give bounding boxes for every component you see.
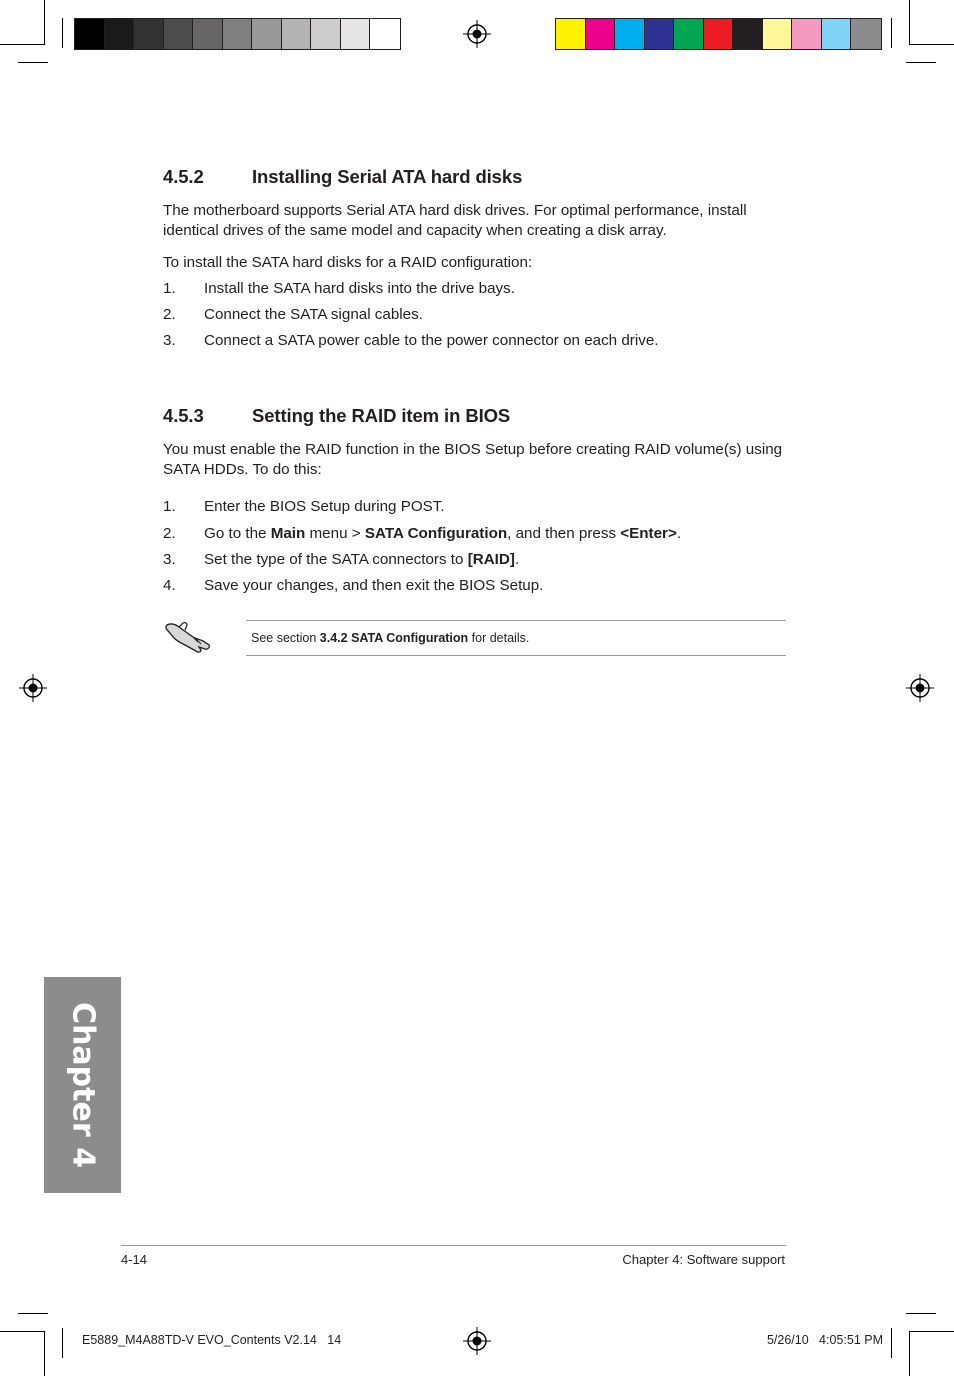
section-453-intro: You must enable the RAID function in the BIOS Setup before creating RAID volume(s) using SATA HDDs. To do this: [163, 441, 783, 478]
color-swatch [105, 19, 135, 49]
option-raid: [RAID] [467, 551, 515, 568]
color-swatch [645, 19, 675, 49]
color-swatch [193, 19, 223, 49]
section-title: Setting the RAID item in BIOS [252, 405, 511, 426]
registration-mark-icon [463, 20, 491, 48]
process-color-bar [555, 18, 882, 50]
color-swatch [164, 19, 194, 49]
registration-mark-icon [463, 1327, 491, 1355]
note-reference: 3.4.2 SATA Configuration [319, 631, 469, 645]
page-number: 4-14 [121, 1252, 148, 1267]
color-swatch [615, 19, 645, 49]
color-swatch [704, 19, 734, 49]
color-swatch [851, 19, 881, 49]
registration-mark-icon [19, 674, 47, 702]
section-452-intro: The motherboard supports Serial ATA hard disk drives. For optimal performance, install identical drives of the same model and capacity when creating a disk array. [163, 202, 747, 239]
color-swatch [822, 19, 852, 49]
color-swatch [134, 19, 164, 49]
note-hand-icon [163, 615, 213, 655]
section-number: 4.5.3 [163, 405, 204, 426]
menu-sata-configuration: SATA Configuration [364, 525, 508, 542]
registration-mark-icon [906, 674, 934, 702]
color-swatch [586, 19, 616, 49]
slug-datetime: 5/26/10 4:05:51 PM [766, 1333, 883, 1347]
slug-filename: E5889_M4A88TD-V EVO_Contents V2.14 14 [82, 1333, 342, 1347]
chapter-tab-label: Chapter 4 [65, 1002, 100, 1168]
note-top-rule [246, 620, 786, 621]
chapter-tab [44, 977, 121, 1193]
color-swatch [763, 19, 793, 49]
footer-rule [121, 1245, 786, 1246]
section-title: Installing Serial ATA hard disks [252, 166, 523, 187]
note-text: See section 3.4.2 SATA Configuration for details. [251, 631, 530, 645]
color-swatch [674, 19, 704, 49]
color-swatch [733, 19, 763, 49]
section-452-lead: To install the SATA hard disks for a RAID configuration: [163, 254, 533, 271]
key-enter: <Enter> [620, 525, 677, 542]
color-swatch [252, 19, 282, 49]
color-swatch [223, 19, 253, 49]
menu-main: Main [270, 525, 306, 542]
note-bottom-rule [246, 655, 786, 656]
color-swatch [282, 19, 312, 49]
grayscale-color-bar [74, 18, 401, 50]
color-swatch [311, 19, 341, 49]
section-number: 4.5.2 [163, 166, 204, 187]
color-swatch [341, 19, 371, 49]
color-swatch [75, 19, 105, 49]
color-swatch [370, 19, 400, 49]
color-swatch [792, 19, 822, 49]
footer-chapter: Chapter 4: Software support [622, 1252, 785, 1267]
color-swatch [556, 19, 586, 49]
